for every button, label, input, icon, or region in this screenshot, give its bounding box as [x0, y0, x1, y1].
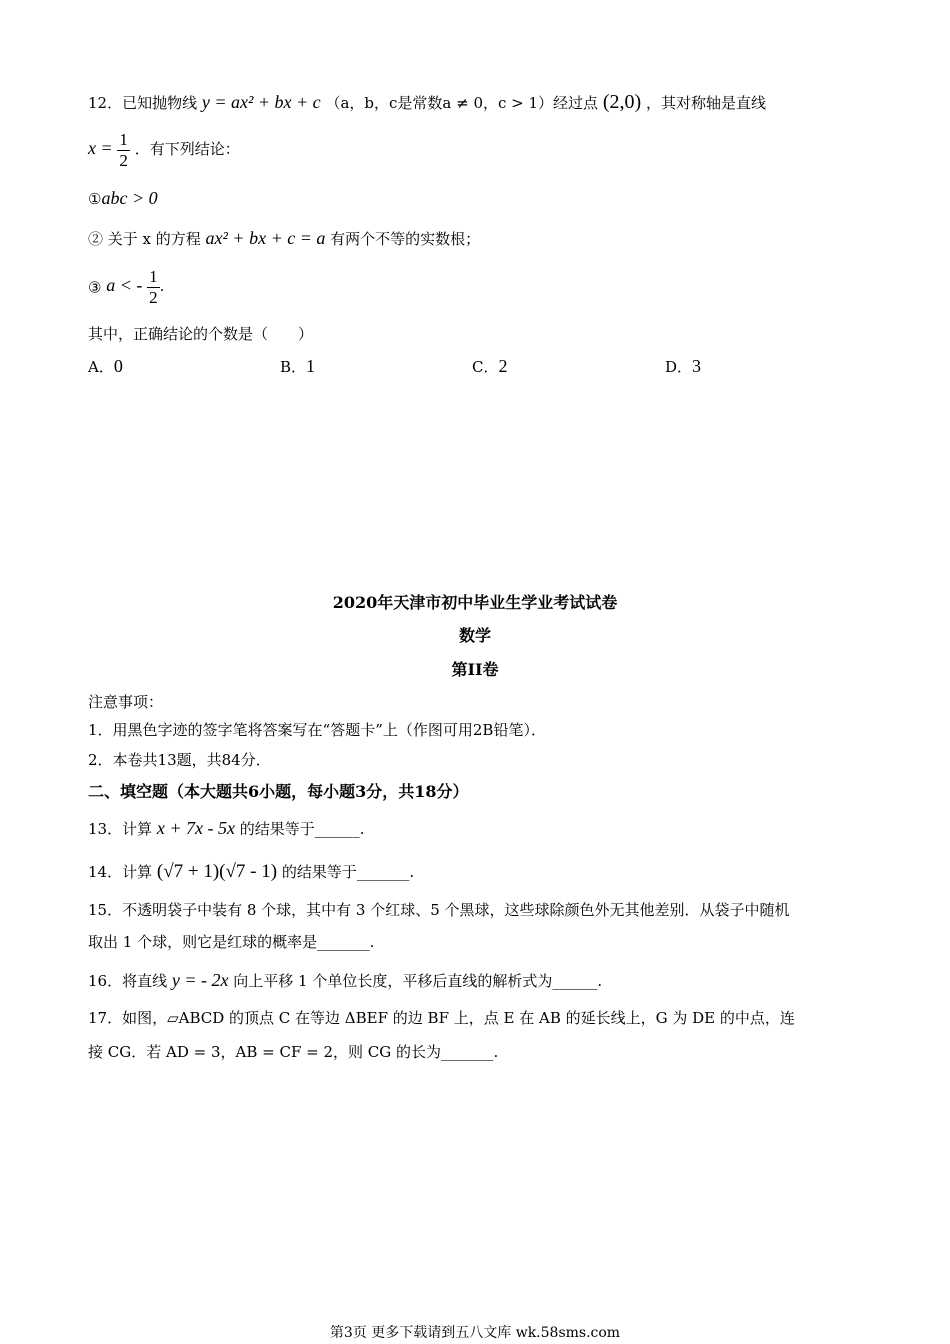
q12-axis-line — [88, 128, 240, 171]
q12-option-d — [665, 356, 701, 377]
q12-line1 — [88, 92, 766, 113]
option-label: C． — [472, 358, 499, 376]
q12-c1-expr: abc > 0 — [101, 188, 158, 208]
q16-expr: y = - 2x — [171, 970, 229, 990]
q14-expr: (√7 + 1)(√7 - 1) — [156, 861, 278, 882]
q12-c2-text: ② 关于 x 的方程 — [88, 230, 201, 248]
q13-tail: 的结果等于______. — [239, 820, 365, 838]
option-label: A． — [88, 358, 114, 376]
q12-c2-equation: ax² + bx + c = a — [205, 228, 326, 248]
fraction-denominator: 2 — [119, 150, 128, 170]
q16 — [88, 970, 602, 991]
q15-line1: 15．不透明袋子中装有 8 个球，其中有 3 个红球、5 个黑球，这些球除颜色外无其他差别．从袋子中随机 — [88, 901, 790, 919]
q12-axis-tail: ．有下列结论： — [134, 140, 240, 158]
part-title: 二、填空题（本大题共6小题，每小题3分，共18分） — [88, 782, 469, 801]
q12-lead: 12．已知抛物线 — [88, 94, 198, 112]
option-label: D． — [665, 358, 693, 376]
q12-conditions: （a，b，c是常数a ≠ 0，c > 1）经过点 — [325, 94, 599, 112]
option-value: 3 — [692, 356, 702, 376]
fraction-numerator: 1 — [149, 266, 158, 286]
q12-equation: y = ax² + bx + c — [201, 92, 321, 112]
q16-lead: 16．将直线 — [88, 972, 168, 990]
q12-axis-lhs: x = — [88, 138, 113, 158]
q12-c3-lhs: a < - — [106, 275, 143, 295]
page-footer: 第3页 更多下载请到五八文库 wk.58sms.com — [329, 1325, 621, 1341]
q14-tail: 的结果等于_______. — [281, 863, 415, 881]
exam-title: 2020年天津市初中毕业生学业考试试卷 — [332, 593, 618, 612]
fraction-denominator: 2 — [149, 287, 158, 307]
option-label: B． — [280, 358, 307, 376]
q12-option-b — [280, 356, 315, 377]
note-1: 1．用黑色字迹的签字笔将答案写在“答题卡”上（作图可用2B铅笔）． — [88, 721, 546, 739]
q12-conclusion-1 — [88, 188, 158, 209]
q12-option-a — [88, 356, 123, 377]
option-value: 2 — [498, 356, 508, 376]
q13-lead: 13．计算 — [88, 820, 153, 838]
exam-volume: 第II卷 — [451, 660, 499, 679]
option-value: 0 — [113, 356, 123, 376]
q12-axis-fraction — [117, 130, 130, 171]
q14 — [88, 862, 414, 882]
q12-c3-fraction — [147, 267, 160, 308]
circled-one: ① — [88, 190, 102, 208]
q12-question: 其中，正确结论的个数是（ ） — [88, 325, 314, 343]
q12-conclusion-3 — [88, 265, 164, 308]
fraction-numerator: 1 — [119, 129, 128, 149]
exam-subject: 数学 — [458, 626, 491, 645]
q15-line2: 取出 1 个球，则它是红球的概率是_______. — [88, 933, 375, 951]
q17-line1: 17．如图，▱ABCD 的顶点 C 在等边 ΔBEF 的边 BF 上，点 E 在 AB 的延长线上，G 为 DE 的中点，连 — [88, 1009, 795, 1027]
q12-c2-tail: 有两个不等的实数根； — [330, 230, 481, 248]
q14-lead: 14．计算 — [88, 863, 153, 881]
q13-expr: x + 7x - 5x — [156, 818, 235, 838]
q17-line2: 接 CG．若 AD = 3，AB = CF = 2，则 CG 的长为_______. — [88, 1043, 499, 1061]
note-2: 2．本卷共13题，共84分． — [88, 751, 271, 769]
q13 — [88, 818, 365, 839]
q12-point: (2,0) — [602, 91, 642, 113]
q12-tail: ，其对称轴是直线 — [645, 94, 766, 112]
notes-title: 注意事项： — [88, 693, 164, 711]
q16-tail: 向上平移 1 个单位长度，平移后直线的解析式为______. — [233, 972, 603, 990]
q12-c3-tail: . — [159, 277, 165, 295]
option-value: 1 — [306, 356, 316, 376]
q12-conclusion-2 — [88, 228, 480, 249]
q12-option-c — [472, 356, 507, 377]
circled-three: ③ — [88, 278, 102, 297]
